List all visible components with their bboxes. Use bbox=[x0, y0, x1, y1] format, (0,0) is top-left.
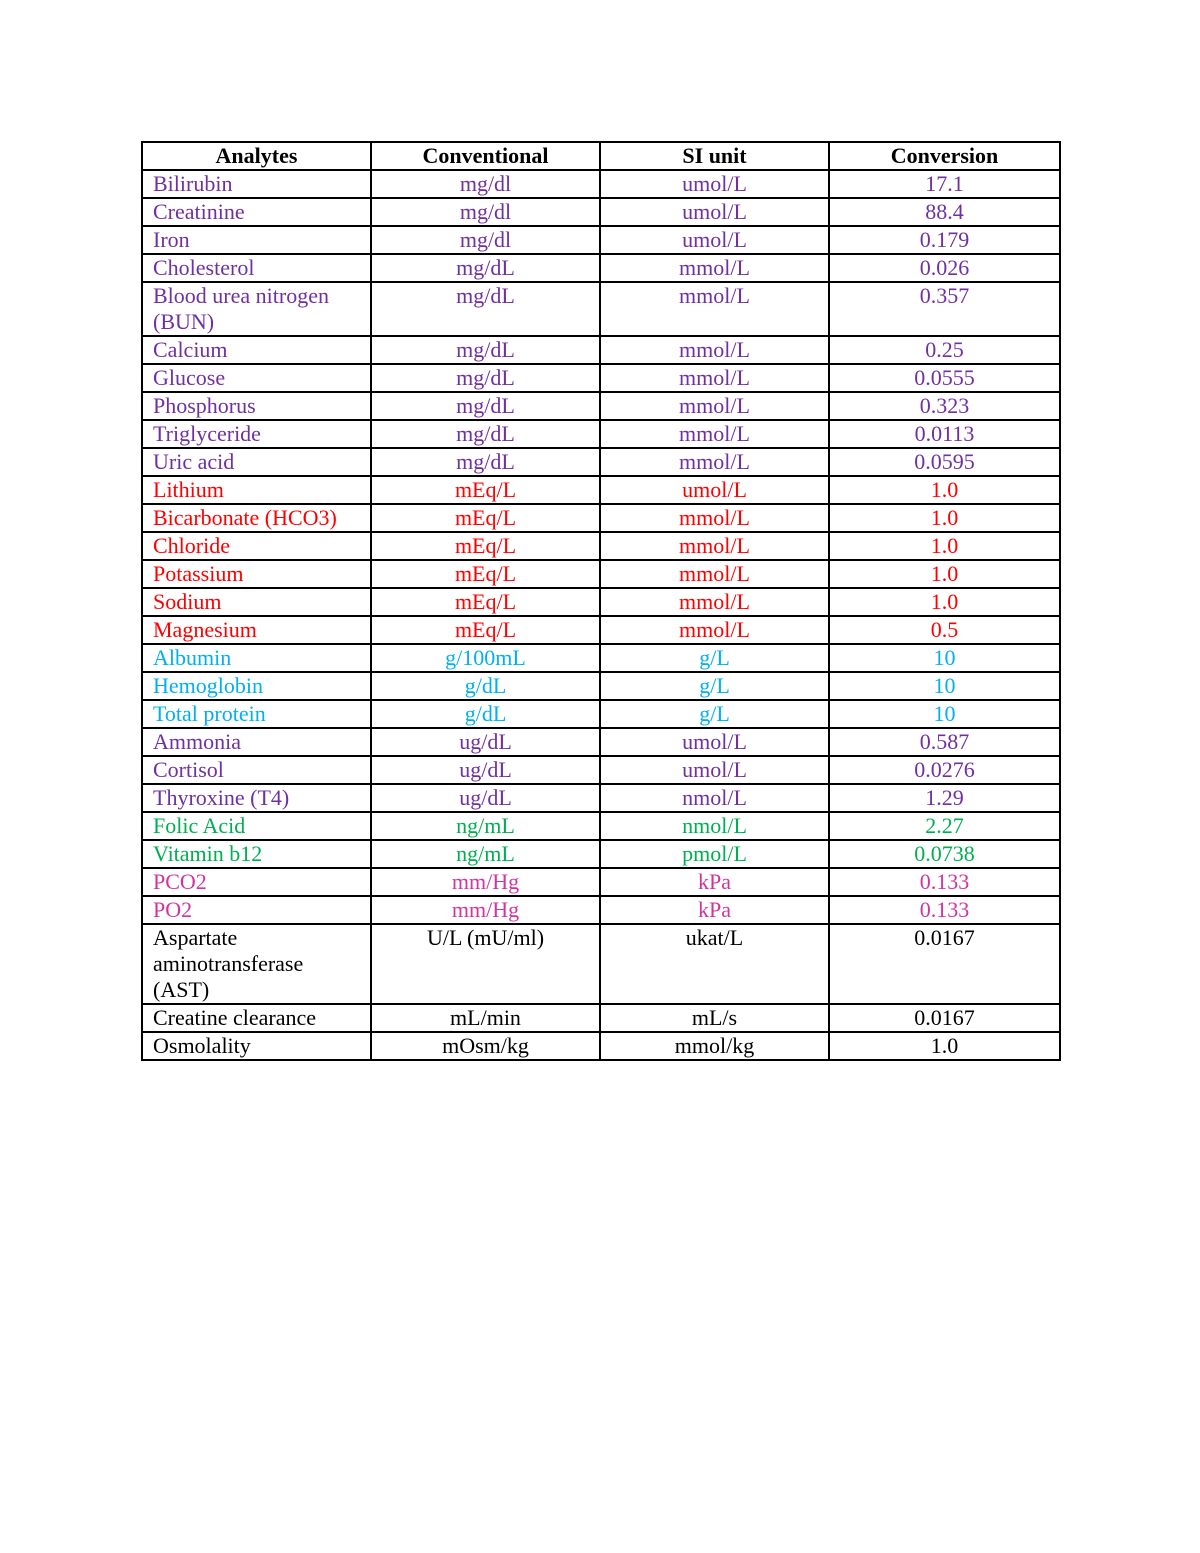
table-row bbox=[142, 254, 1060, 282]
analyte-cell: Osmolality bbox=[142, 1032, 371, 1060]
conventional-unit-cell: mOsm/kg bbox=[371, 1032, 600, 1060]
conventional-unit-cell: mg/dL bbox=[371, 420, 600, 448]
analyte-cell: Magnesium bbox=[142, 616, 371, 644]
conversion-factor-cell: 0.0738 bbox=[829, 840, 1060, 868]
si-unit-cell: mmol/L bbox=[600, 616, 829, 644]
conversion-factor-cell: 0.357 bbox=[829, 282, 1060, 336]
conversion-factor-cell: 10 bbox=[829, 672, 1060, 700]
conversion-factor-cell: 1.0 bbox=[829, 588, 1060, 616]
table-row bbox=[142, 336, 1060, 364]
conventional-unit-cell: mg/dl bbox=[371, 226, 600, 254]
conventional-unit-cell: mg/dL bbox=[371, 364, 600, 392]
conventional-unit-cell: mg/dl bbox=[371, 198, 600, 226]
conventional-unit-cell: mg/dL bbox=[371, 336, 600, 364]
conversion-factor-cell: 1.0 bbox=[829, 504, 1060, 532]
table-body bbox=[142, 170, 1060, 1060]
header-analytes: Analytes bbox=[142, 142, 371, 170]
conversion-factor-cell: 0.25 bbox=[829, 336, 1060, 364]
si-unit-cell: mmol/L bbox=[600, 420, 829, 448]
analyte-cell: Thyroxine (T4) bbox=[142, 784, 371, 812]
analyte-cell: Vitamin b12 bbox=[142, 840, 371, 868]
si-unit-cell: nmol/L bbox=[600, 812, 829, 840]
conversion-factor-cell: 1.0 bbox=[829, 476, 1060, 504]
unit-conversion-table bbox=[141, 141, 1061, 1061]
analyte-cell: PO2 bbox=[142, 896, 371, 924]
conventional-unit-cell: ng/mL bbox=[371, 840, 600, 868]
conversion-factor-cell: 10 bbox=[829, 700, 1060, 728]
analyte-cell: Potassium bbox=[142, 560, 371, 588]
si-unit-cell: umol/L bbox=[600, 756, 829, 784]
analyte-cell: Lithium bbox=[142, 476, 371, 504]
si-unit-cell: umol/L bbox=[600, 170, 829, 198]
analyte-cell: Cortisol bbox=[142, 756, 371, 784]
analyte-cell: Calcium bbox=[142, 336, 371, 364]
si-unit-cell: mmol/L bbox=[600, 254, 829, 282]
table-row bbox=[142, 448, 1060, 476]
analyte-cell: Sodium bbox=[142, 588, 371, 616]
conversion-factor-cell: 0.133 bbox=[829, 868, 1060, 896]
analyte-cell: Phosphorus bbox=[142, 392, 371, 420]
table-row bbox=[142, 616, 1060, 644]
analyte-cell: Glucose bbox=[142, 364, 371, 392]
table-row bbox=[142, 170, 1060, 198]
analyte-cell: Creatine clearance bbox=[142, 1004, 371, 1032]
si-unit-cell: g/L bbox=[600, 672, 829, 700]
analyte-cell: Ammonia bbox=[142, 728, 371, 756]
si-unit-cell: mmol/kg bbox=[600, 1032, 829, 1060]
analyte-cell: Uric acid bbox=[142, 448, 371, 476]
table-row bbox=[142, 392, 1060, 420]
conversion-factor-cell: 1.0 bbox=[829, 1032, 1060, 1060]
conventional-unit-cell: U/L (mU/ml) bbox=[371, 924, 600, 1004]
analyte-cell: Chloride bbox=[142, 532, 371, 560]
conversion-factor-cell: 0.587 bbox=[829, 728, 1060, 756]
conventional-unit-cell: mg/dL bbox=[371, 254, 600, 282]
conversion-factor-cell: 1.0 bbox=[829, 532, 1060, 560]
analyte-cell: Hemoglobin bbox=[142, 672, 371, 700]
table-row bbox=[142, 700, 1060, 728]
si-unit-cell: kPa bbox=[600, 868, 829, 896]
analyte-cell: Cholesterol bbox=[142, 254, 371, 282]
analyte-cell: Iron bbox=[142, 226, 371, 254]
conversion-factor-cell: 0.0113 bbox=[829, 420, 1060, 448]
table-row bbox=[142, 672, 1060, 700]
conventional-unit-cell: mg/dL bbox=[371, 448, 600, 476]
analyte-cell: Bilirubin bbox=[142, 170, 371, 198]
si-unit-cell: umol/L bbox=[600, 728, 829, 756]
analyte-cell: Blood urea nitrogen (BUN) bbox=[142, 282, 371, 336]
analyte-cell: Total protein bbox=[142, 700, 371, 728]
conventional-unit-cell: mg/dL bbox=[371, 282, 600, 336]
table-header-row bbox=[142, 142, 1060, 170]
table-row bbox=[142, 198, 1060, 226]
conversion-factor-cell: 88.4 bbox=[829, 198, 1060, 226]
conventional-unit-cell: mEq/L bbox=[371, 560, 600, 588]
table-row bbox=[142, 476, 1060, 504]
table-row bbox=[142, 532, 1060, 560]
conversion-factor-cell: 0.0555 bbox=[829, 364, 1060, 392]
conventional-unit-cell: ug/dL bbox=[371, 756, 600, 784]
conventional-unit-cell: mEq/L bbox=[371, 532, 600, 560]
table-row bbox=[142, 364, 1060, 392]
si-unit-cell: mmol/L bbox=[600, 504, 829, 532]
conversion-factor-cell: 0.133 bbox=[829, 896, 1060, 924]
table-row bbox=[142, 840, 1060, 868]
conventional-unit-cell: g/100mL bbox=[371, 644, 600, 672]
conventional-unit-cell: ng/mL bbox=[371, 812, 600, 840]
conventional-unit-cell: mEq/L bbox=[371, 616, 600, 644]
si-unit-cell: umol/L bbox=[600, 226, 829, 254]
analyte-cell: Triglyceride bbox=[142, 420, 371, 448]
si-unit-cell: mmol/L bbox=[600, 364, 829, 392]
conversion-factor-cell: 0.0276 bbox=[829, 756, 1060, 784]
conventional-unit-cell: mg/dL bbox=[371, 392, 600, 420]
si-unit-cell: kPa bbox=[600, 896, 829, 924]
table-row bbox=[142, 812, 1060, 840]
conventional-unit-cell: mEq/L bbox=[371, 476, 600, 504]
table-row bbox=[142, 588, 1060, 616]
analyte-cell: Creatinine bbox=[142, 198, 371, 226]
si-unit-cell: ukat/L bbox=[600, 924, 829, 1004]
conventional-unit-cell: g/dL bbox=[371, 700, 600, 728]
analyte-cell: PCO2 bbox=[142, 868, 371, 896]
table-row bbox=[142, 504, 1060, 532]
si-unit-cell: pmol/L bbox=[600, 840, 829, 868]
conversion-factor-cell: 10 bbox=[829, 644, 1060, 672]
si-unit-cell: g/L bbox=[600, 644, 829, 672]
table-row bbox=[142, 644, 1060, 672]
conversion-factor-cell: 0.026 bbox=[829, 254, 1060, 282]
conventional-unit-cell: mm/Hg bbox=[371, 896, 600, 924]
si-unit-cell: mmol/L bbox=[600, 448, 829, 476]
table-row bbox=[142, 756, 1060, 784]
table-row bbox=[142, 896, 1060, 924]
table-row bbox=[142, 1004, 1060, 1032]
conventional-unit-cell: mL/min bbox=[371, 1004, 600, 1032]
conversion-factor-cell: 17.1 bbox=[829, 170, 1060, 198]
table-row bbox=[142, 728, 1060, 756]
conventional-unit-cell: ug/dL bbox=[371, 784, 600, 812]
conventional-unit-cell: mm/Hg bbox=[371, 868, 600, 896]
conventional-unit-cell: mg/dl bbox=[371, 170, 600, 198]
conversion-factor-cell: 0.0167 bbox=[829, 924, 1060, 1004]
conversion-factor-cell: 0.179 bbox=[829, 226, 1060, 254]
si-unit-cell: umol/L bbox=[600, 198, 829, 226]
table-row bbox=[142, 924, 1060, 1004]
conversion-factor-cell: 0.323 bbox=[829, 392, 1060, 420]
conversion-factor-cell: 0.0167 bbox=[829, 1004, 1060, 1032]
conversion-factor-cell: 1.0 bbox=[829, 560, 1060, 588]
analyte-cell: Aspartate aminotransferase (AST) bbox=[142, 924, 371, 1004]
header-conventional: Conventional bbox=[371, 142, 600, 170]
si-unit-cell: mL/s bbox=[600, 1004, 829, 1032]
si-unit-cell: nmol/L bbox=[600, 784, 829, 812]
conversion-factor-cell: 2.27 bbox=[829, 812, 1060, 840]
conventional-unit-cell: mEq/L bbox=[371, 504, 600, 532]
si-unit-cell: mmol/L bbox=[600, 560, 829, 588]
table-row bbox=[142, 784, 1060, 812]
header-si-unit: SI unit bbox=[600, 142, 829, 170]
table-row bbox=[142, 560, 1060, 588]
table-row bbox=[142, 282, 1060, 336]
conventional-unit-cell: mEq/L bbox=[371, 588, 600, 616]
table-row bbox=[142, 420, 1060, 448]
si-unit-cell: mmol/L bbox=[600, 532, 829, 560]
si-unit-cell: g/L bbox=[600, 700, 829, 728]
analyte-cell: Bicarbonate (HCO3) bbox=[142, 504, 371, 532]
si-unit-cell: mmol/L bbox=[600, 282, 829, 336]
si-unit-cell: mmol/L bbox=[600, 392, 829, 420]
table-row bbox=[142, 226, 1060, 254]
conventional-unit-cell: g/dL bbox=[371, 672, 600, 700]
conversion-factor-cell: 1.29 bbox=[829, 784, 1060, 812]
si-unit-cell: umol/L bbox=[600, 476, 829, 504]
conversion-factor-cell: 0.0595 bbox=[829, 448, 1060, 476]
analyte-cell: Albumin bbox=[142, 644, 371, 672]
conversion-factor-cell: 0.5 bbox=[829, 616, 1060, 644]
table-row bbox=[142, 868, 1060, 896]
si-unit-cell: mmol/L bbox=[600, 336, 829, 364]
header-conversion: Conversion bbox=[829, 142, 1060, 170]
conventional-unit-cell: ug/dL bbox=[371, 728, 600, 756]
table-row bbox=[142, 1032, 1060, 1060]
si-unit-cell: mmol/L bbox=[600, 588, 829, 616]
analyte-cell: Folic Acid bbox=[142, 812, 371, 840]
